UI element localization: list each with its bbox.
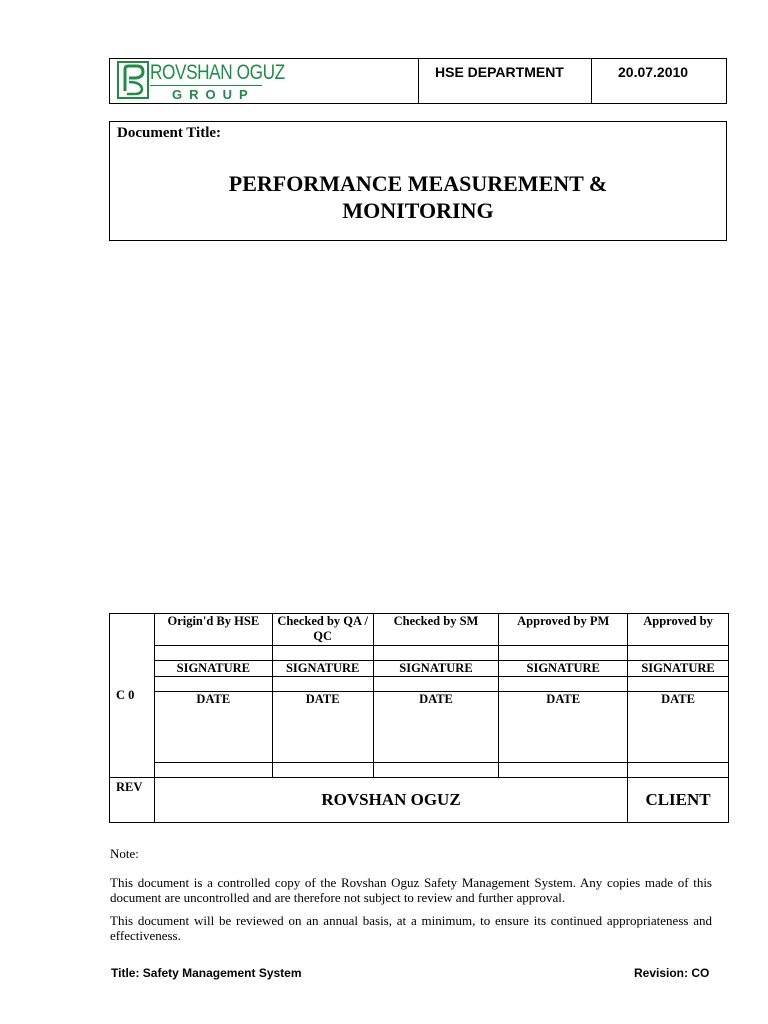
date-label: DATE [373, 692, 499, 763]
footer-revision: Revision: CO [634, 966, 710, 980]
blank-cell [272, 763, 373, 778]
signature-label: SIGNATURE [154, 661, 272, 677]
signature-label: SIGNATURE [628, 661, 729, 677]
date-label: DATE [628, 692, 729, 763]
blank-cell [373, 763, 499, 778]
blank-cell [272, 646, 373, 661]
signature-label: SIGNATURE [272, 661, 373, 677]
signature-label: SIGNATURE [373, 661, 499, 677]
blank-cell [628, 763, 729, 778]
blank-cell [373, 677, 499, 692]
document-title-box [109, 121, 727, 241]
footer-title: Title: Safety Management System [111, 966, 302, 980]
blank-cell [499, 646, 628, 661]
logo-divider [150, 85, 262, 86]
logo-cell [110, 59, 419, 103]
blank-cell [499, 677, 628, 692]
revision-code: C 0 [110, 614, 155, 778]
document-title-line-2: MONITORING [342, 198, 494, 223]
blank-cell [628, 677, 729, 692]
document-title-line-1: PERFORMANCE MEASUREMENT & [228, 171, 608, 196]
column-header: Checked by SM [373, 614, 499, 646]
revision-approval-table [109, 613, 729, 823]
blank-cell [154, 646, 272, 661]
logo-company-name: ROVSHAN OGUZ [150, 61, 285, 84]
column-header: Approved by [628, 614, 729, 646]
date-label: DATE [272, 692, 373, 763]
document-header [109, 58, 727, 104]
blank-cell [373, 646, 499, 661]
notes-section [110, 846, 712, 951]
blank-cell [154, 763, 272, 778]
client-cell: CLIENT [628, 778, 729, 823]
notes-paragraph-1: This document is a controlled copy of the Rovshan Oguz Safety Management System. Any copies made of this document are uncontrolled and are therefore not subject to review and further approval. [110, 875, 712, 905]
department-name: HSE DEPARTMENT [435, 64, 564, 80]
notes-heading: Note: [110, 846, 139, 861]
company-logo-icon [117, 61, 149, 99]
department-cell [419, 59, 592, 103]
date-label: DATE [154, 692, 272, 763]
rev-label: REV [110, 778, 155, 823]
signature-label: SIGNATURE [499, 661, 628, 677]
date-label: DATE [499, 692, 628, 763]
document-date: 20.07.2010 [618, 64, 689, 80]
company-name-cell: ROVSHAN OGUZ [154, 778, 627, 823]
blank-cell [154, 677, 272, 692]
blank-cell [628, 646, 729, 661]
notes-paragraph-2: This document will be reviewed on an annual basis, at a minimum, to ensure its continued appropriateness and effectiveness. [110, 913, 712, 943]
blank-cell [499, 763, 628, 778]
document-title [110, 170, 726, 224]
column-header: Checked by QA / QC [272, 614, 373, 646]
logo-group-text: GROUP [172, 87, 255, 102]
column-header: Origin'd By HSE [154, 614, 272, 646]
column-header: Approved by PM [499, 614, 628, 646]
date-cell [592, 59, 727, 103]
blank-cell [272, 677, 373, 692]
document-title-label: Document Title: [117, 125, 222, 141]
